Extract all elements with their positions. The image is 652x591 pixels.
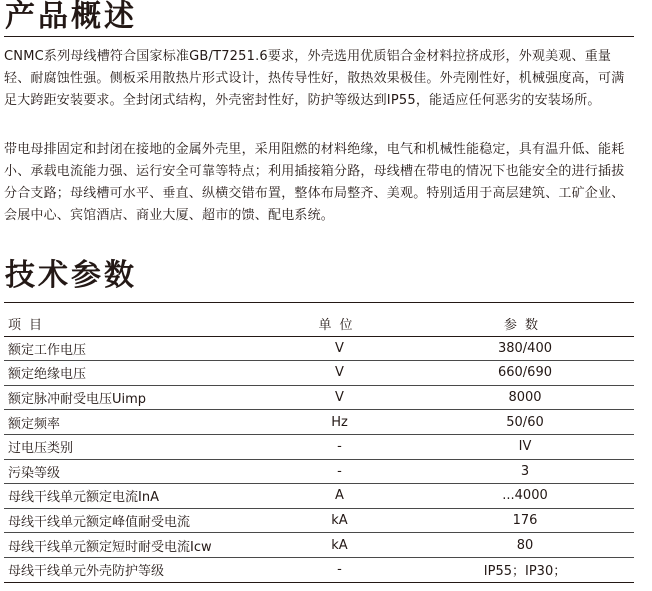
table-row [4, 410, 634, 435]
row-unit: V [263, 361, 412, 386]
overview-title: 产品概述 [5, 0, 137, 34]
row-value: 660/690 [412, 361, 634, 386]
table-row [4, 484, 634, 509]
header-unit: 单位 [263, 312, 412, 336]
table-row [4, 361, 634, 386]
row-unit: Hz [263, 410, 412, 435]
row-unit: - [263, 434, 412, 459]
row-item: 额定工作电压 [4, 336, 263, 361]
row-value: 380/400 [412, 336, 634, 361]
row-value: IP55；IP30； [412, 557, 634, 582]
header-value: 参数 [412, 312, 634, 336]
overview-divider [4, 36, 634, 37]
row-unit: V [263, 336, 412, 361]
specs-table [4, 312, 634, 583]
row-value: IV [412, 434, 634, 459]
row-item: 母线干线单元额定电流InA [4, 484, 263, 509]
specs-divider [4, 302, 634, 303]
row-unit: A [263, 484, 412, 509]
row-item: 污染等级 [4, 459, 263, 484]
row-item: 额定绝缘电压 [4, 361, 263, 386]
row-unit: V [263, 385, 412, 410]
row-value: 80 [412, 533, 634, 558]
table-row [4, 385, 634, 410]
header-item: 项目 [4, 312, 263, 336]
specs-title: 技术参数 [5, 258, 137, 293]
overview-paragraph-1: CNMC系列母线槽符合国家标准GB/T7251.6要求，外壳选用优质铝合金材料拉挤成形，外观美观、重量轻、耐腐蚀性强。侧板采用散热片形式设计，热传导性好，散热效果极佳。外壳刚性好，机械强度高，可满足大跨距安装要求。全封闭式结构，外壳密封性好，防护等级达到IP55，能适应任何恶劣的安装场所。 [4, 49, 625, 108]
row-value: 3 [412, 459, 634, 484]
row-item: 额定频率 [4, 410, 263, 435]
row-unit: - [263, 557, 412, 582]
table-row [4, 336, 634, 361]
row-unit: - [263, 459, 412, 484]
row-value: 50/60 [412, 410, 634, 435]
specs-header-row [4, 312, 634, 336]
table-row [4, 557, 634, 582]
row-item: 母线干线单元额定峰值耐受电流 [4, 508, 263, 533]
row-value: 8000 [412, 385, 634, 410]
row-item: 过电压类别 [4, 434, 263, 459]
row-unit: kA [263, 533, 412, 558]
row-value: ...4000 [412, 484, 634, 509]
table-row [4, 508, 634, 533]
table-row [4, 434, 634, 459]
row-item: 额定脉冲耐受电压Uimp [4, 385, 263, 410]
table-row [4, 459, 634, 484]
overview-paragraph-2: 带电母排固定和封闭在接地的金属外壳里，采用阻燃的材料绝缘，电气和机械性能稳定，具有温升低、能耗小、承载电流能力强、运行安全可靠等特点；利用插接箱分路，母线槽在带电的情况下也能安全的进行插拔分合支路；母线槽可水平、垂直、纵横交错布置，整体布局整齐、美观。特别适用于高层建筑、工矿企业、会展中心、宾馆酒店、商业大厦、超市的馈、配电系统。 [4, 142, 625, 223]
row-item: 母线干线单元额定短时耐受电流Icw [4, 533, 263, 558]
row-value: 176 [412, 508, 634, 533]
row-unit: kA [263, 508, 412, 533]
row-item: 母线干线单元外壳防护等级 [4, 557, 263, 582]
table-row [4, 533, 634, 558]
